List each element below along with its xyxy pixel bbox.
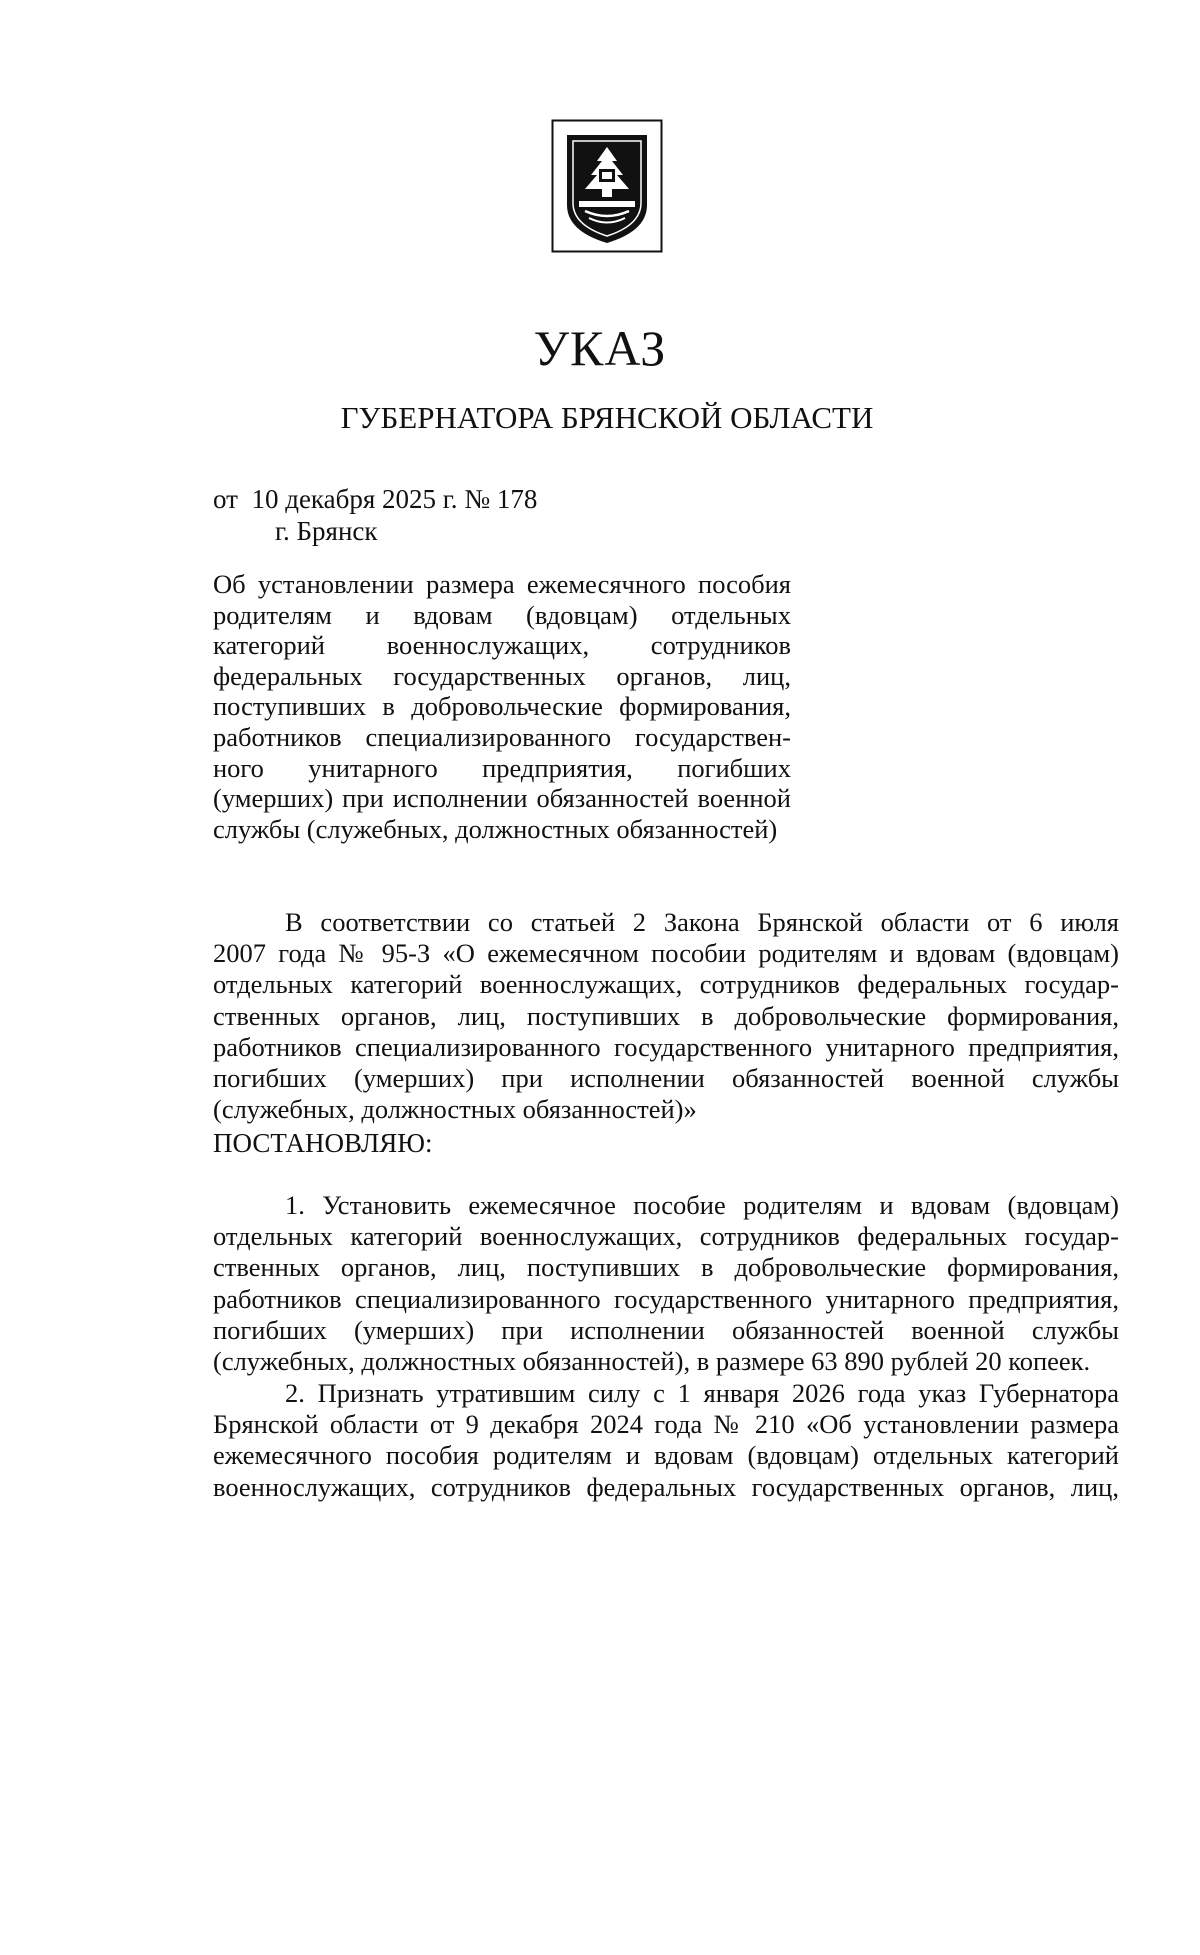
preamble-line: (служебных, должностных обязанностей)» xyxy=(213,1094,697,1125)
coat-of-arms-emblem xyxy=(551,119,663,253)
item-1-paragraph xyxy=(213,1190,1119,1377)
document-subtitle: ГУБЕРНАТОРА БРЯНСКОЙ ОБЛАСТИ xyxy=(340,400,874,435)
item-1-line: ственных органов, лиц, поступивших в добровольческие формирования, xyxy=(213,1252,1119,1283)
document-title: УКАЗ xyxy=(533,320,667,376)
subject-line: поступивших в добровольческие формирования, xyxy=(213,691,791,722)
subject-line: ного унитарного предприятия, погибших xyxy=(213,752,791,783)
item-2-line: военнослужащих, сотрудников федеральных государственных органов, лиц, xyxy=(213,1471,1119,1502)
item-2-line: ежемесячного пособия родителям и вдовам (вдовцам) отдельных категорий xyxy=(213,1440,1119,1471)
item-2-line: Брянской области от 9 декабря 2024 года № 210 «Об установлении размера xyxy=(213,1409,1119,1440)
subject-line: категорий военнослужащих, сотрудников xyxy=(213,630,791,661)
preamble-line: 2007 года № 95-З «О ежемесячном пособии родителям и вдовам (вдовцам) xyxy=(213,938,1119,969)
item-2-line: 2. Признать утратившим силу с 1 января 2026 года указ Губернатора xyxy=(285,1378,1119,1408)
subject-line: Об установлении размера ежемесячного пособия xyxy=(213,569,791,599)
subject-line: работников специализированного государствен- xyxy=(213,721,791,752)
preamble-line: работников специализированного государственного унитарного предприятия, xyxy=(213,1031,1119,1062)
document-date: 10 декабря 2025 г. xyxy=(251,484,458,514)
item-2-paragraph xyxy=(213,1378,1119,1503)
preamble-line: В соответствии со статьей 2 Закона Брянской области от 6 июля xyxy=(285,907,1119,937)
preamble-line: погибших (умерших) при исполнении обязанностей военной службы xyxy=(213,1063,1119,1094)
item-1-line: работников специализированного государственного унитарного предприятия, xyxy=(213,1283,1119,1314)
subject-line: родителям и вдовам (вдовцам) отдельных xyxy=(213,599,791,630)
item-1-line: (служебных, должностных обязанностей), в размере 63 890 рублей 20 копеек. xyxy=(213,1346,1091,1377)
document-city: г. Брянск xyxy=(275,516,378,546)
preamble-paragraph xyxy=(213,907,1119,1125)
preamble-line: ственных органов, лиц, поступивших в добровольческие формирования, xyxy=(213,1000,1119,1031)
subject-line: (умерших) при исполнении обязанностей военной xyxy=(213,783,791,814)
item-1-line: отдельных категорий военнослужащих, сотрудников федеральных государ- xyxy=(213,1221,1119,1252)
document-number: № 178 xyxy=(464,484,538,514)
subject-line: службы (служебных, должностных обязанностей) xyxy=(213,813,778,844)
document-date-line xyxy=(213,482,537,516)
document-subject xyxy=(213,569,791,844)
date-prefix: от xyxy=(213,484,238,514)
item-1-line: 1. Установить ежемесячное пособие родителям и вдовам (вдовцам) xyxy=(285,1190,1119,1220)
preamble-line: отдельных категорий военнослужащих, сотрудников федеральных государ- xyxy=(213,969,1119,1000)
resolve-word: ПОСТАНОВЛЯЮ: xyxy=(213,1128,433,1158)
item-1-line: погибших (умерших) при исполнении обязанностей военной службы xyxy=(213,1314,1119,1345)
subject-line: федеральных государственных органов, лиц, xyxy=(213,660,791,691)
